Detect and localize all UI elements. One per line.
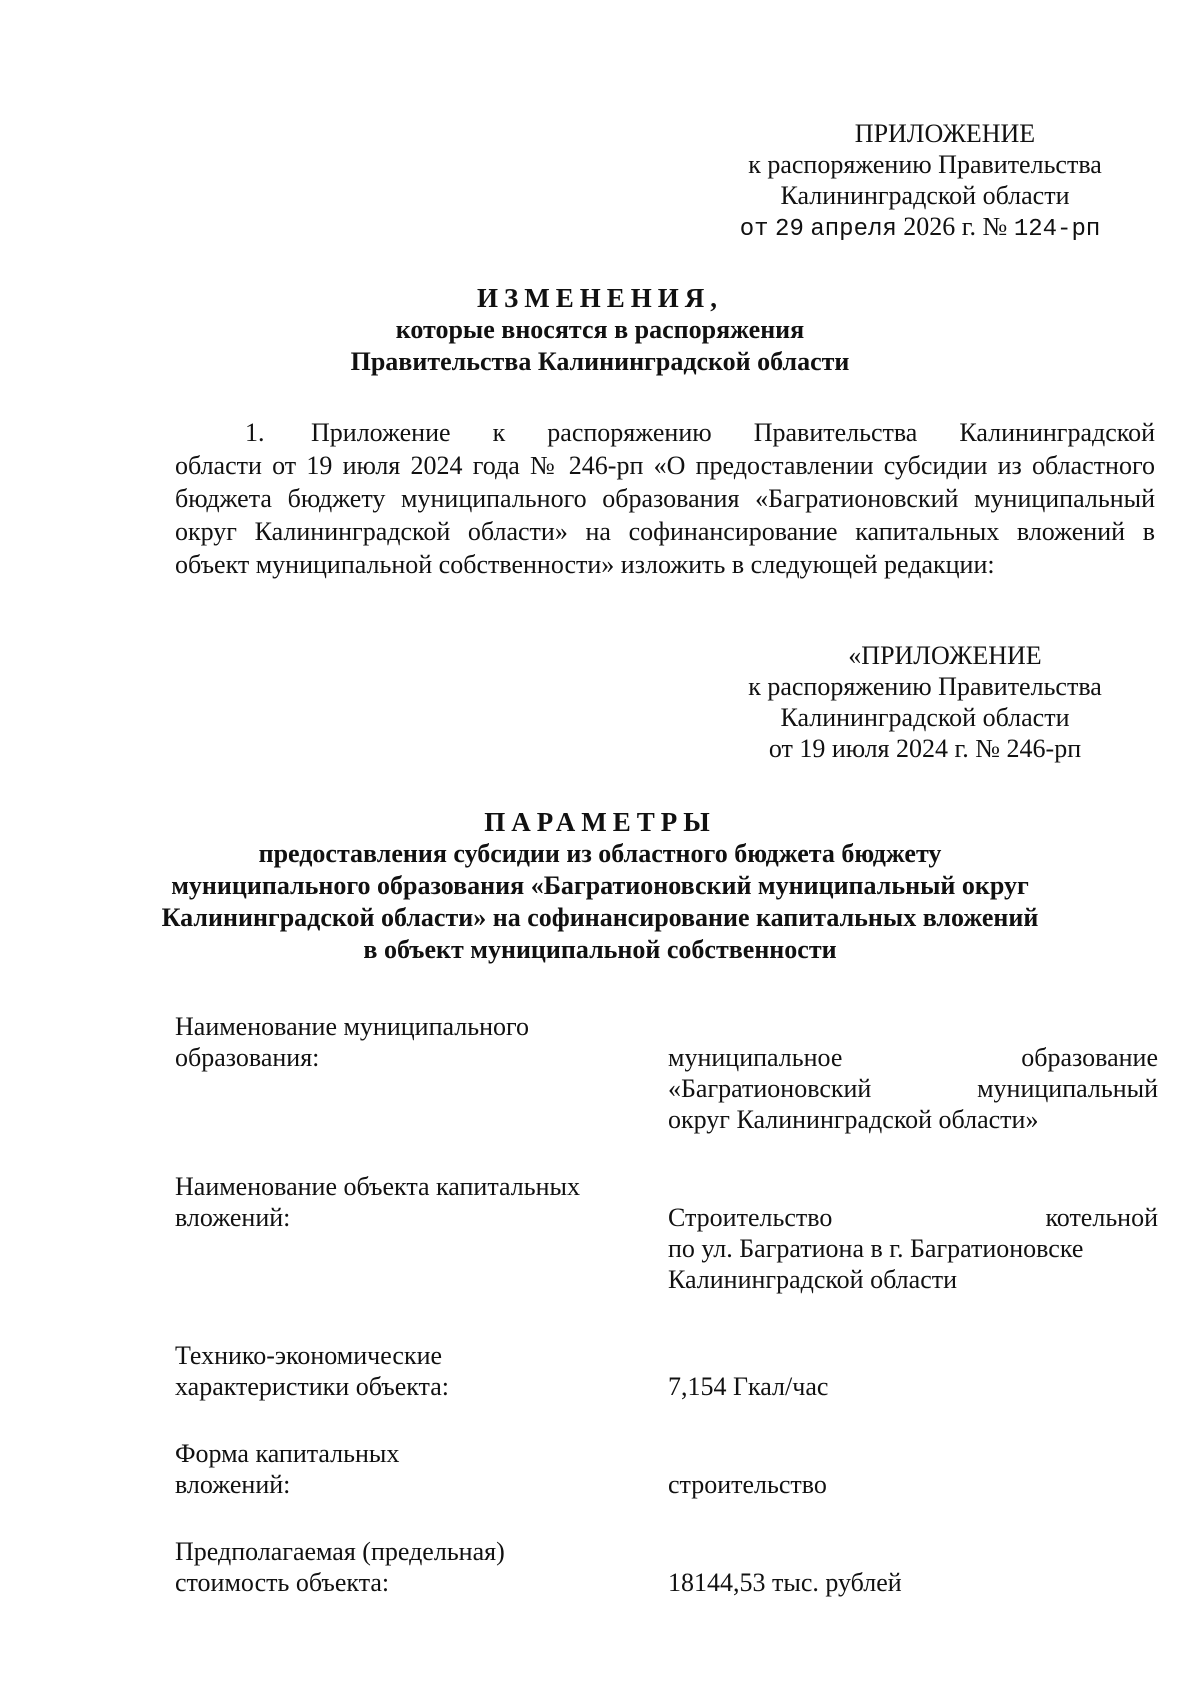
parameters-subtitle-1: предоставления субсидии из областного бюджета бюджету [258, 839, 942, 868]
param-label-line: вложений: [175, 1470, 291, 1499]
param-label-cost [175, 1536, 655, 1598]
parameters-subtitle-2: муниципального образования «Багратионовский муниципальный округ [171, 871, 1029, 900]
date-day: 29 [775, 216, 804, 243]
changes-heading [150, 282, 1050, 378]
param-value-line: по ул. Багратиона в г. Багратионовске [668, 1234, 1084, 1263]
param-label-characteristics [175, 1340, 655, 1402]
appendix-date [700, 211, 1150, 245]
param-label-line: вложений: [175, 1203, 291, 1232]
quoted-appendix-title: «ПРИЛОЖЕНИЕ [848, 641, 1042, 670]
changes-subtitle-2: Правительства Калининградской области [350, 347, 850, 376]
param-label-line: Форма капитальных [175, 1439, 400, 1468]
paragraph-1-first-line [175, 416, 1155, 449]
param-value-word: «Багратионовский [668, 1074, 872, 1103]
param-label-line: Технико-экономические [175, 1341, 443, 1370]
param-value-line: Калининградской области [668, 1265, 958, 1294]
paragraph-1 [175, 416, 1155, 581]
parameters-heading [120, 806, 1080, 966]
param-label-line: образования: [175, 1043, 320, 1072]
param-label-municipality [175, 1011, 655, 1073]
param-label-line: Предполагаемая (предельная) [175, 1537, 505, 1566]
param-label-form [175, 1438, 655, 1500]
appendix-header [700, 118, 1150, 245]
param-label-object [175, 1171, 655, 1233]
param-value-characteristics: 7,154 Гкал/час [668, 1372, 829, 1401]
param-label-line: стоимость объекта: [175, 1568, 390, 1597]
changes-title: ИЗМЕНЕНИЯ, [476, 283, 723, 313]
param-value-line [668, 1202, 1158, 1233]
quoted-appendix-line-2: Калининградской области [780, 703, 1070, 732]
param-label-line: Наименование муниципального [175, 1012, 530, 1041]
parameters-subtitle-3: Калининградской области» на софинансирование капитальных вложений [161, 903, 1039, 932]
date-prefix: от [739, 216, 769, 243]
param-value-cost: 18144,53 тыс. рублей [668, 1568, 902, 1597]
param-value-object [668, 1202, 1158, 1295]
appendix-title: ПРИЛОЖЕНИЕ [854, 119, 1036, 148]
param-label-line: Наименование объекта капитальных [175, 1172, 580, 1201]
param-value-form: строительство [668, 1470, 827, 1499]
param-value-word: образование [1021, 1043, 1158, 1072]
quoted-appendix-line-1: к распоряжению Правительства [748, 672, 1102, 701]
paragraph-1-first-text: Приложение к распоряжению Правительства Калининградской [311, 418, 1155, 447]
appendix-line-2: Калининградской области [780, 181, 1070, 210]
appendix-line-1: к распоряжению Правительства [748, 150, 1102, 179]
date-number: 124-рп [1013, 216, 1101, 243]
param-value-line: округ Калининградской области» [668, 1105, 1039, 1134]
paragraph-number: 1. [245, 418, 265, 447]
param-value-word: муниципальный [977, 1074, 1158, 1103]
changes-subtitle-1: которые вносятся в распоряжения [395, 315, 805, 344]
param-value-municipality [668, 1042, 1158, 1135]
param-label-line: характеристики объекта: [175, 1372, 450, 1401]
date-month: апреля [810, 216, 897, 243]
param-value-word: Строительство [668, 1203, 833, 1232]
quoted-appendix-line-3: от 19 июля 2024 г. № 246-рп [768, 734, 1082, 763]
parameters-title: ПАРАМЕТРЫ [484, 807, 716, 837]
param-value-word: муниципальное [668, 1043, 843, 1072]
param-value-word: котельной [1045, 1203, 1158, 1232]
paragraph-1-body: области от 19 июля 2024 года № 246-рп «О предоставлении субсидии из областного бюджета бюджету муниципального образования «Багратионовский муниципальный округ Калининградской области» на софинансирование капитальных вложений в объект муниципальной собственности» изложить в следующей редакции: [175, 451, 1155, 579]
parameters-subtitle-4: в объект муниципальной собственности [363, 935, 837, 964]
quoted-appendix [700, 640, 1150, 764]
param-value-line [668, 1042, 1158, 1073]
date-year: 2026 г. № [903, 212, 1008, 241]
param-value-line [668, 1073, 1158, 1104]
